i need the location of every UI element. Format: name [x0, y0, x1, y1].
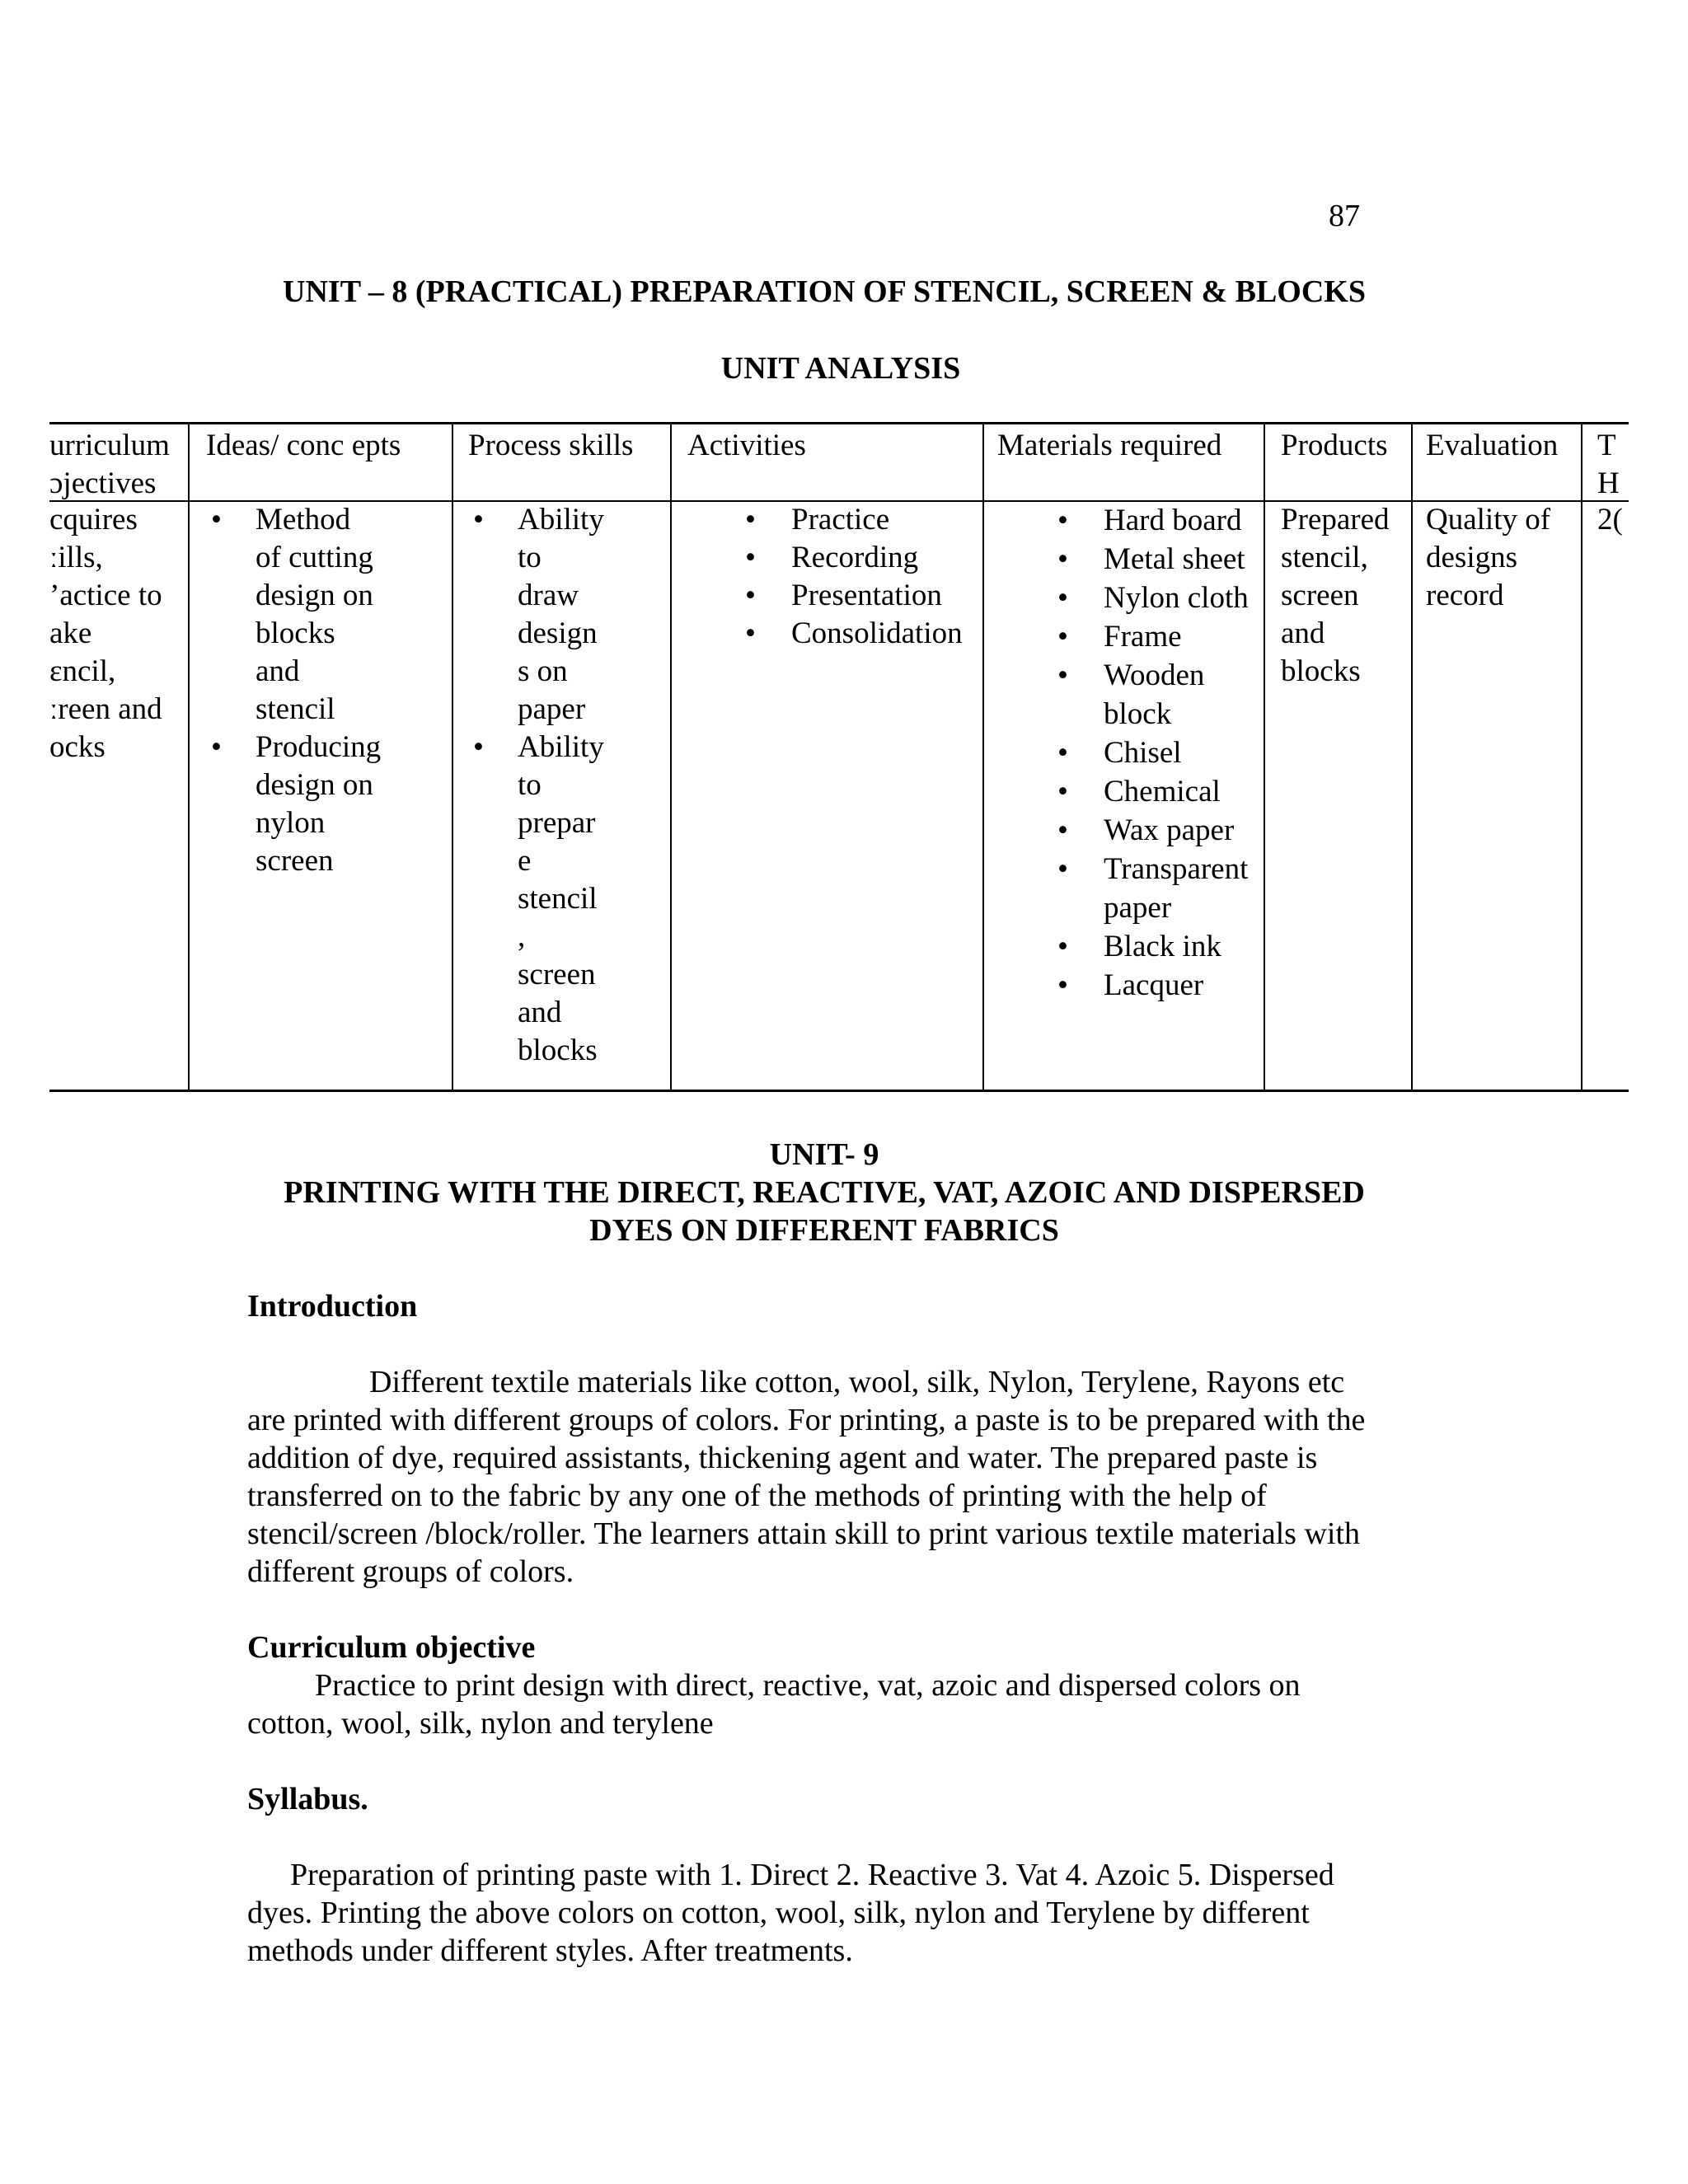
list-item [211, 729, 382, 880]
bullet: • [473, 503, 484, 537]
list-item [1057, 733, 1249, 772]
cell-line: design on [256, 579, 373, 612]
cell-line: Method [256, 503, 351, 537]
table-bottom-border [49, 1090, 1629, 1092]
cell-materials-required [1057, 501, 1249, 1005]
bullet: • [745, 579, 756, 612]
table-column-divider [1411, 422, 1413, 1091]
table-column-divider [1264, 422, 1265, 1091]
cell-line: Prepared [1281, 503, 1390, 537]
paragraph-line: Practice to print design with direct, reactive, vat, azoic and dispersed colors on [315, 1668, 1301, 1703]
cell-line: nylon [256, 806, 326, 840]
paragraph-line: Different textile materials like cotton, wool, silk, Nylon, Terylene, Rayons etc [369, 1365, 1345, 1399]
cell-line: ocks [49, 730, 106, 764]
table-column-divider [982, 422, 984, 1091]
table-column-divider [188, 422, 190, 1091]
cell-ideas-concepts [211, 501, 382, 880]
cell-line: Wax paper [1104, 813, 1235, 847]
list-item [1057, 579, 1249, 617]
cell-products [1281, 501, 1390, 691]
cell-line: paper [1104, 891, 1172, 925]
cell-line: Wooden [1104, 658, 1205, 692]
list-item [1057, 772, 1249, 811]
curriculum-objective-heading: Curriculum objective [247, 1630, 536, 1665]
cell-line: Nylon cloth [1104, 581, 1249, 615]
cell-line: of cutting [256, 541, 373, 574]
cell-line: cquires [49, 503, 138, 537]
cell-line: and [256, 654, 300, 688]
bullet: • [745, 616, 756, 650]
cell-line: screen [256, 844, 334, 878]
bullet: • [1057, 775, 1068, 808]
cell-line: Metal sheet [1104, 542, 1245, 576]
bullet: • [1057, 581, 1068, 615]
cell-line: stencil, [1281, 541, 1368, 574]
table-column-divider [670, 422, 672, 1091]
header-products: Products [1281, 429, 1388, 462]
cell-line: , [518, 920, 526, 954]
cell-line: Quality of [1426, 503, 1551, 537]
cell-line: record [1426, 579, 1504, 612]
list-item [1057, 850, 1249, 927]
syllabus-heading: Syllabus. [247, 1782, 368, 1816]
list-item [473, 501, 604, 729]
introduction-paragraph [247, 1363, 1484, 1591]
paragraph-line: stencil/screen /block/roller. The learners attain skill to print various textile materials with [247, 1516, 1361, 1551]
list-item [1057, 656, 1249, 733]
list-item [745, 539, 963, 577]
cell-line: ːreen and [49, 692, 162, 726]
cell-curriculum-objectives [49, 501, 162, 766]
cell-line: ʼactice to [49, 579, 162, 612]
cell-process-skills [473, 501, 604, 1070]
bullet: • [1057, 504, 1068, 537]
list-item [1057, 617, 1249, 656]
table-top-border [49, 422, 1629, 424]
cell-line: ake [49, 616, 92, 650]
cell-line: design on [256, 768, 373, 802]
unit9-title-line2: DYES ON DIFFERENT FABRICS [589, 1213, 1059, 1248]
cell-line: Chisel [1104, 736, 1182, 770]
header-text: ɔjectives [49, 466, 157, 500]
table-column-divider [1581, 422, 1582, 1091]
bullet: • [1057, 542, 1068, 576]
cell-line: Consolidation [791, 616, 963, 650]
header-ideas-concepts: Ideas/ conc epts [206, 429, 401, 462]
bullet: • [1057, 852, 1068, 886]
paragraph-line: dyes. Printing the above colors on cotton, wool, silk, nylon and Terylene by different [247, 1896, 1310, 1930]
cell-line: Frame [1104, 620, 1182, 654]
cell-line: stencil [256, 692, 335, 726]
list-item [1057, 966, 1249, 1005]
bullet: • [1057, 658, 1068, 692]
table-column-divider [452, 422, 453, 1091]
cell-evaluation [1426, 501, 1550, 615]
cell-line: designs [1426, 541, 1517, 574]
cell-line: Presentation [791, 579, 942, 612]
cell-line: e [518, 844, 532, 878]
cell-line: paper [518, 692, 586, 726]
bullet: • [1057, 968, 1068, 1002]
header-text: H [1597, 466, 1620, 500]
cell-line: stencil [518, 882, 598, 916]
paragraph-line: methods under different styles. After treatments. [247, 1933, 853, 1968]
bullet: • [473, 730, 484, 764]
list-item [1057, 501, 1249, 540]
cell-line: screen [518, 958, 596, 991]
cell-line: to [518, 768, 542, 802]
header-materials-required: Materials required [997, 429, 1222, 462]
header-curriculum-objectives [49, 427, 170, 503]
cell-line: design [518, 616, 598, 650]
page-number: 87 [1329, 199, 1360, 233]
cell-line: and [1281, 616, 1325, 650]
list-item [1057, 927, 1249, 966]
cell-line: Producing [256, 730, 382, 764]
header-process-skills: Process skills [468, 429, 634, 462]
cell-line: blocks [518, 1033, 598, 1067]
curriculum-objective-paragraph [247, 1666, 1484, 1742]
cell-line: Ability [518, 730, 604, 764]
bullet: • [1057, 736, 1068, 770]
cell-line: Black ink [1104, 930, 1221, 963]
header-text: T [1597, 429, 1616, 462]
unit9-title-line1: PRINTING WITH THE DIRECT, REACTIVE, VAT, AZOIC AND DISPERSED [284, 1175, 1365, 1210]
syllabus-paragraph [247, 1856, 1484, 1970]
cell-line: and [518, 996, 562, 1029]
bullet: • [745, 503, 756, 537]
bullet: • [211, 503, 222, 537]
header-time-hours [1597, 427, 1620, 503]
list-item [1057, 811, 1249, 850]
bullet: • [1057, 930, 1068, 963]
bullet: • [1057, 620, 1068, 654]
cell-line: Ability [518, 503, 604, 537]
cell-time-hours: 2( [1597, 503, 1623, 537]
unit9-label: UNIT- 9 [769, 1137, 879, 1172]
cell-activities [745, 501, 963, 653]
list-item [745, 501, 963, 539]
list-item [1057, 540, 1249, 579]
bullet: • [745, 541, 756, 574]
paragraph-line: different groups of colors. [247, 1554, 574, 1589]
paragraph-line: cotton, wool, silk, nylon and terylene [247, 1706, 714, 1741]
list-item [473, 729, 604, 1070]
bullet: • [211, 730, 222, 764]
cell-line: to [518, 541, 542, 574]
cell-line: Lacquer [1104, 968, 1204, 1002]
list-item [211, 501, 381, 729]
cell-line: Transparent [1104, 852, 1249, 886]
paragraph-line: Preparation of printing paste with 1. Direct 2. Reactive 3. Vat 4. Azoic 5. Dispersed [290, 1858, 1334, 1892]
cell-line: Recording [791, 541, 919, 574]
bullet: • [1057, 813, 1068, 847]
cell-line: ɛncil, [49, 654, 116, 688]
cell-line: blocks [1281, 654, 1361, 688]
paragraph-line: are printed with different groups of colors. For printing, a paste is to be prepared with the [247, 1403, 1366, 1437]
cell-line: ːills, [49, 541, 103, 574]
header-text: urriculum [49, 429, 170, 462]
cell-line: block [1104, 697, 1172, 731]
header-activities: Activities [687, 429, 806, 462]
cell-line: prepar [518, 806, 596, 840]
cell-line: Hard board [1104, 504, 1242, 537]
unit8-title: UNIT – 8 (PRACTICAL) PREPARATION OF STENCIL, SCREEN & BLOCKS [283, 274, 1366, 309]
introduction-heading: Introduction [247, 1289, 418, 1324]
cell-line: blocks [256, 616, 335, 650]
cell-line: Chemical [1104, 775, 1221, 808]
cell-line: screen [1281, 579, 1359, 612]
cell-line: s on [518, 654, 568, 688]
cell-line: Practice [791, 503, 890, 537]
unit-analysis-title: UNIT ANALYSIS [720, 351, 961, 386]
header-evaluation: Evaluation [1426, 429, 1559, 462]
list-item [745, 577, 963, 615]
cell-line: draw [518, 579, 579, 612]
list-item [745, 615, 963, 653]
paragraph-line: transferred on to the fabric by any one of the methods of printing with the help of [247, 1479, 1267, 1513]
paragraph-line: addition of dye, required assistants, thickening agent and water. The prepared paste is [247, 1441, 1318, 1475]
